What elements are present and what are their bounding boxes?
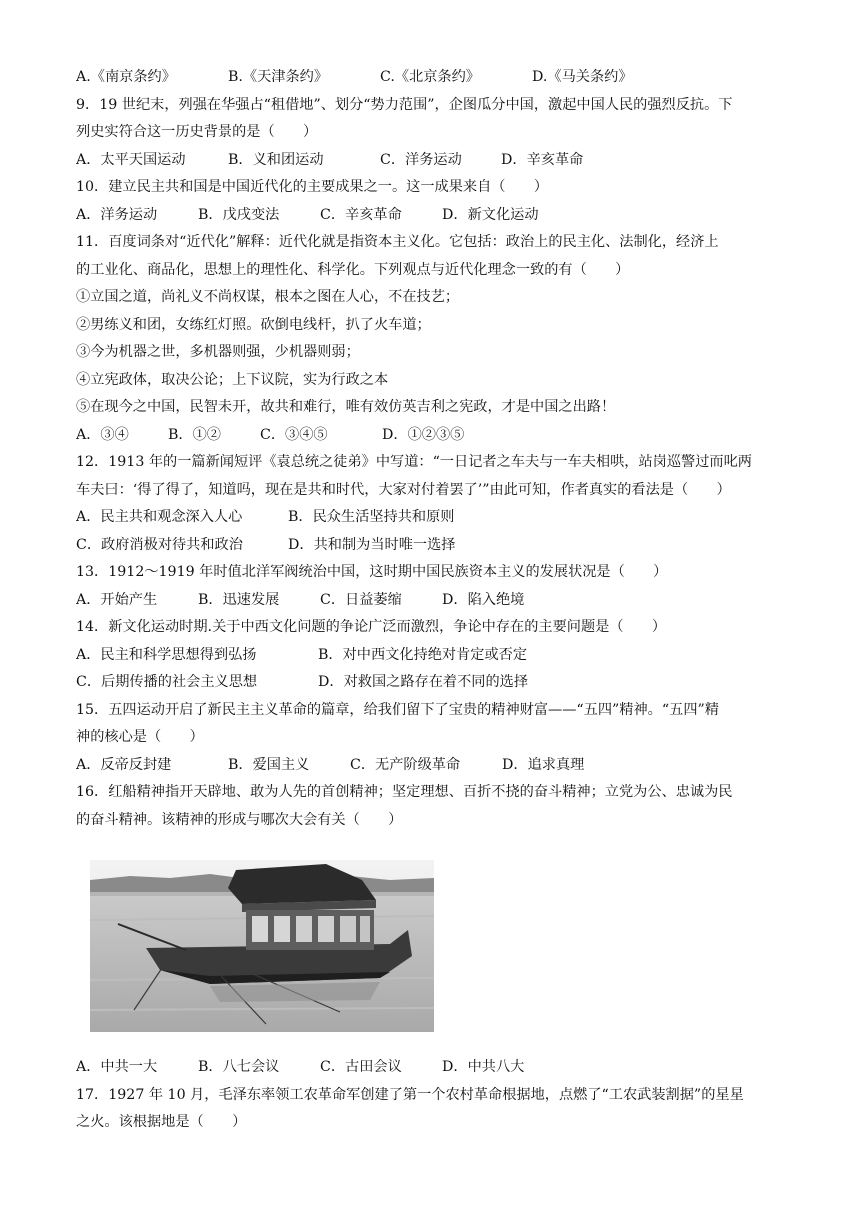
question-12-line-2: 车夫曰：‘得了得了，知道吗，现在是共和时代，大家对付着罢了’”由此可知，作者真实的看法是（ ） (76, 481, 731, 498)
option-c: C．政府消极对待共和政治 (76, 536, 243, 553)
question-9-line-1: 9．19 世纪末，列强在华强占“租借地”、划分“势力范围”，企图瓜分中国，激起中国人民的强烈反抗。下 (76, 96, 733, 113)
q14-options-row-2 (76, 669, 788, 697)
question-16-line-2: 的奋斗精神。该精神的形成与哪次大会有关（ ） (76, 811, 403, 828)
option-a: A．开始产生 (76, 591, 158, 608)
option-a: A．民主和科学思想得到弘扬 (76, 646, 257, 663)
option-c: C．洋务运动 (380, 151, 462, 168)
option-c: C．古田会议 (320, 1059, 402, 1075)
option-c: C．后期传播的社会主义思想 (76, 674, 258, 690)
q12-options-row-1 (76, 504, 788, 532)
question-14: 14．新文化运动时期.关于中西文化问题的争论广泛而激烈，争论中存在的主要问题是（ ） (76, 619, 667, 635)
question-17-line-2: 之火。该根据地是（ ） (76, 1114, 247, 1130)
option-b: B．民众生活坚持共和原则 (288, 509, 455, 525)
q14-options-row-1 (76, 642, 788, 670)
option-d: D．辛亥革命 (501, 151, 584, 168)
q12-options-row-2 (76, 532, 788, 560)
option-a: A．③④ (76, 426, 129, 443)
question-11-line-1: 11．百度词条对“近代化”解释：近代化就是指资本主义化。它包括：政治上的民主化、法制化，经济上 (76, 234, 719, 250)
option-b: B．八七会议 (198, 1059, 280, 1075)
option-d: D．中共八大 (442, 1059, 525, 1075)
q15-options (76, 752, 788, 780)
option-a: A．太平天国运动 (76, 151, 186, 168)
option-b: B．爱国主义 (228, 756, 310, 773)
question-10: 10．建立民主共和国是中国近代化的主要成果之一。这一成果来自（ ） (76, 179, 549, 195)
option-a: A．反帝反封建 (76, 756, 172, 773)
option-d: D.《马关条约》 (532, 69, 633, 85)
q11-options (76, 422, 788, 450)
question-13: 13．1912～1919 年时值北洋军阀统治中国，这时期中国民族资本主义的发展状况是（ ） (76, 564, 668, 580)
q9-options (76, 147, 788, 175)
option-c: C．辛亥革命 (320, 206, 402, 223)
option-d: D．追求真理 (502, 756, 585, 773)
option-b: B．对中西文化持绝对肯定或否定 (318, 646, 528, 663)
option-a: A．民主共和观念深入人心 (76, 509, 243, 525)
option-c: C．③④⑤ (260, 426, 328, 443)
option-c: C.《北京条约》 (380, 69, 480, 85)
option-d: D．共和制为当时唯一选择 (288, 536, 456, 553)
statement-5: ⑤在现今之中国，民智未开，故共和难行，唯有效仿英吉利之宪政，才是中国之出路！ (76, 399, 616, 415)
statement-2: ②男练义和团，女练红灯照。砍倒电线杆，扒了火车道； (76, 316, 431, 333)
option-d: D．对救国之路存在着不同的选择 (318, 674, 529, 690)
option-c: C．日益萎缩 (320, 591, 402, 608)
option-d: D．①②③⑤ (382, 426, 465, 443)
red-boat-photo-area (76, 834, 788, 1054)
q16-options (76, 1054, 788, 1082)
option-b: B．迅速发展 (198, 591, 280, 608)
question-11-line-2: 的工业化、商品化，思想上的理性化、科学化。下列观点与近代化理念一致的有（ ） (76, 261, 630, 278)
red-boat-photo (90, 860, 434, 1032)
question-15-line-2: 神的核心是（ ） (76, 729, 204, 745)
option-d: D．陷入绝境 (442, 591, 525, 608)
statement-3: ③今为机器之世，多机器则强，少机器则弱； (76, 344, 360, 360)
q13-options (76, 587, 788, 615)
question-15-line-1: 15．五四运动开启了新民主主义革命的篇章，给我们留下了宝贵的精神财富——“五四”精神。“五四”精 (76, 701, 719, 718)
option-b: B.《天津条约》 (228, 69, 329, 85)
option-b: B．义和团运动 (228, 151, 324, 168)
option-c: C．无产阶级革命 (350, 756, 461, 773)
option-d: D．新文化运动 (442, 206, 539, 223)
q8-options (76, 64, 788, 92)
q10-options (76, 202, 788, 230)
option-a: A．洋务运动 (76, 206, 158, 223)
option-b: B．①② (168, 426, 221, 443)
option-b: B．戊戌变法 (198, 206, 280, 223)
statement-4: ④立宪政体，取决公论；上下议院，实为行政之本 (76, 371, 389, 388)
question-9-line-2: 列史实符合这一历史背景的是（ ） (76, 124, 318, 140)
question-12-line-1: 12．1913 年的一篇新闻短评《袁总统之徒弟》中写道：“一日记者之车夫与一车夫相哄，站岗巡警过而叱两 (76, 454, 752, 470)
option-a: A.《南京条约》 (76, 69, 176, 85)
question-16-line-1: 16．红船精神指开天辟地、敢为人先的首创精神；坚定理想、百折不挠的奋斗精神；立党为公、忠诚为民 (76, 784, 733, 800)
question-17-line-1: 17．1927 年 10 月，毛泽东率领工农革命军创建了第一个农村革命根据地，点燃了“工农武装割据”的星星 (76, 1086, 744, 1103)
exam-page (76, 64, 788, 1137)
statement-1: ①立国之道，尚礼义不尚权谋，根本之图在人心，不在技艺； (76, 289, 460, 305)
option-a: A．中共一大 (76, 1059, 158, 1075)
